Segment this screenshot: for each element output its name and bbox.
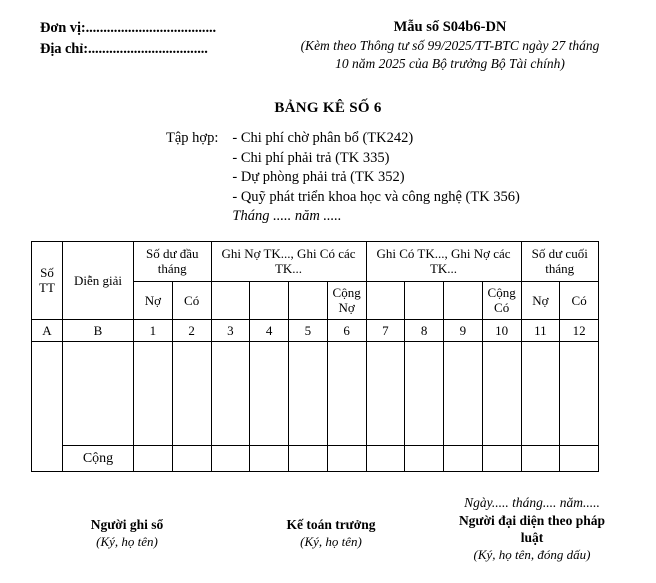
unit-label: Đơn vị: (40, 20, 86, 36)
legal-rep-role-line1: Người đại diện theo pháp (458, 512, 606, 528)
data-cell[interactable] (405, 341, 444, 445)
column-number: 10 (482, 319, 521, 341)
total-cell[interactable] (289, 445, 328, 471)
header-cell-opening-debit: Nợ (134, 281, 173, 319)
data-cell[interactable] (521, 341, 560, 445)
unit-line (40, 18, 252, 39)
column-number: 1 (134, 319, 173, 341)
header-cell-debit-blank-1 (211, 281, 250, 319)
legal-rep-date: Ngày..... tháng.... năm..... (464, 494, 600, 510)
column-number: A (32, 319, 63, 341)
column-number: 7 (366, 319, 405, 341)
preparer-note: (Ký, họ tên) (96, 533, 158, 549)
header-cell-dien-giai: Diễn giải (63, 241, 134, 319)
table-row (32, 341, 599, 445)
data-cell[interactable] (482, 341, 521, 445)
ledger-table-container (0, 241, 656, 472)
signature-section (0, 494, 656, 563)
data-cell[interactable] (211, 341, 250, 445)
column-number: 11 (521, 319, 560, 341)
ledger-table (31, 241, 599, 472)
form-number: Mẫu số S04b6-DN (393, 19, 507, 35)
legal-rep-role-line2: luật (520, 529, 544, 545)
document-header (0, 0, 656, 73)
table-total-row (32, 445, 599, 471)
header-group-closing-balance: Số dư cuối tháng (521, 241, 599, 281)
header-group-credit: Ghi Có TK..., Ghi Nợ các TK... (366, 241, 521, 281)
summary-items (232, 129, 520, 227)
summary-item: - Chi phí chờ phân bổ (TK242) (232, 130, 414, 146)
signature-block-legal-representative (426, 494, 638, 563)
column-number: 8 (405, 319, 444, 341)
header-cell-debit-blank-2 (250, 281, 289, 319)
total-cell[interactable] (327, 445, 366, 471)
signature-block-preparer (18, 494, 236, 563)
total-cell[interactable] (172, 445, 211, 471)
unit-dots: ..................................... (85, 20, 217, 36)
summary-section (0, 129, 656, 227)
column-number: 9 (444, 319, 483, 341)
header-group-debit: Ghi Nợ TK..., Ghi Có các TK... (211, 241, 366, 281)
total-cell[interactable] (211, 445, 250, 471)
signature-block-chief-accountant (236, 494, 426, 563)
data-cell-dien-giai[interactable] (63, 341, 134, 445)
form-reference-line1: (Kèm theo Thông tư số 99/2025/TT-BTC ngày 27 tháng (300, 38, 600, 53)
column-number: 4 (250, 319, 289, 341)
header-cell-closing-credit: Có (560, 281, 599, 319)
total-cell[interactable] (405, 445, 444, 471)
data-cell[interactable] (327, 341, 366, 445)
data-cell[interactable] (289, 341, 328, 445)
header-cell-credit-blank-2 (405, 281, 444, 319)
header-group-opening-balance: Số dư đầu tháng (134, 241, 212, 281)
chief-accountant-note: (Ký, họ tên) (300, 533, 362, 549)
data-cell[interactable] (560, 341, 599, 445)
column-number: B (63, 319, 134, 341)
header-cell-credit-total: Cộng Có (482, 281, 521, 319)
address-line (40, 39, 252, 60)
summary-label: Tập hợp: (166, 130, 219, 146)
header-cell-debit-total: Cộng Nợ (327, 281, 366, 319)
summary-item: - Chi phí phải trả (TK 335) (232, 149, 390, 166)
preparer-role: Người ghi sổ (90, 516, 164, 532)
data-cell[interactable] (172, 341, 211, 445)
data-cell-sott[interactable] (32, 341, 63, 471)
address-dots: .................................. (87, 41, 208, 57)
data-cell[interactable] (444, 341, 483, 445)
form-number-block (252, 18, 656, 73)
header-cell-opening-credit: Có (172, 281, 211, 319)
data-cell[interactable] (250, 341, 289, 445)
header-cell-credit-blank-1 (366, 281, 405, 319)
page-title: BẢNG KÊ SỐ 6 (274, 100, 382, 116)
data-cell[interactable] (366, 341, 405, 445)
column-number: 2 (172, 319, 211, 341)
summary-item: - Quỹ phát triển khoa học và công nghệ (TK 356) (232, 188, 520, 205)
total-cell[interactable] (366, 445, 405, 471)
data-cell[interactable] (134, 341, 173, 445)
header-cell-debit-blank-3 (289, 281, 328, 319)
header-cell-credit-blank-3 (444, 281, 483, 319)
summary-period: Tháng ..... năm ..... (232, 208, 342, 224)
legal-rep-note: (Ký, họ tên, đóng dấu) (473, 546, 591, 562)
form-reference-line2: 10 năm 2025 của Bộ trưởng Bộ Tài chính) (335, 56, 565, 71)
table-column-numbering-row (32, 319, 599, 341)
column-number: 3 (211, 319, 250, 341)
total-cell[interactable] (482, 445, 521, 471)
column-number: 6 (327, 319, 366, 341)
address-label: Địa chỉ: (40, 41, 88, 57)
total-cell[interactable] (444, 445, 483, 471)
chief-accountant-role: Kế toán trưởng (286, 516, 376, 532)
column-number: 5 (289, 319, 328, 341)
header-cell-closing-debit: Nợ (521, 281, 560, 319)
header-cell-sott: Số TT (32, 241, 63, 319)
total-row-label: Cộng (63, 445, 134, 471)
summary-item: - Dự phòng phải trả (TK 352) (232, 169, 405, 185)
total-cell[interactable] (560, 445, 599, 471)
unit-info-block (0, 18, 252, 60)
total-cell[interactable] (250, 445, 289, 471)
table-header-group-row (32, 241, 599, 281)
total-cell[interactable] (134, 445, 173, 471)
column-number: 12 (560, 319, 599, 341)
total-cell[interactable] (521, 445, 560, 471)
